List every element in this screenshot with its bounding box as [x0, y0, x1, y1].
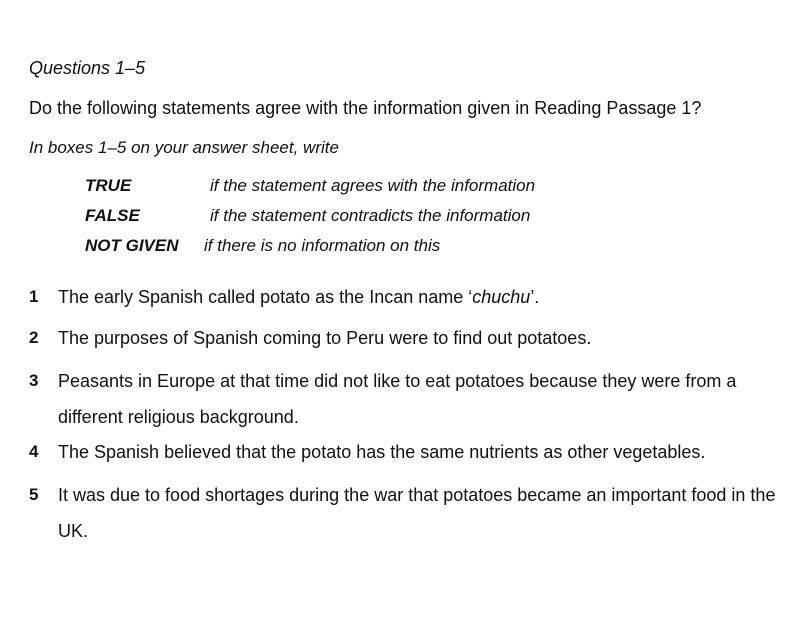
question-number: 4 — [29, 442, 39, 461]
key-term: TRUE — [85, 176, 132, 195]
key-term: FALSE — [85, 206, 140, 225]
instruction-text: Do the following statements agree with the information given in Reading Passage 1? — [29, 98, 702, 118]
key-description: if the statement contradicts the information — [210, 206, 531, 225]
question-number: 5 — [29, 485, 39, 504]
question-text: The Spanish believed that the potato has the same nutrients as other vegetables. — [58, 442, 706, 462]
key-term: NOT GIVEN — [85, 236, 179, 255]
question-text: The purposes of Spanish coming to Peru were to find out potatoes. — [58, 328, 592, 348]
italic-term: chuchu — [472, 287, 531, 307]
question-number: 2 — [29, 328, 39, 347]
section-heading: Questions 1–5 — [29, 58, 146, 78]
question-number: 1 — [29, 287, 39, 306]
key-description: if the statement agrees with the information — [210, 176, 536, 195]
question-text: Peasants in Europe at that time did not like to eat potatoes because they were from a different religious background. — [58, 371, 737, 427]
key-description: if there is no information on this — [204, 236, 441, 255]
question-text: The early Spanish called potato as the Incan name ‘chuchu’. — [58, 287, 540, 307]
answer-sheet-instruction: In boxes 1–5 on your answer sheet, write — [29, 138, 339, 157]
question-text: It was due to food shortages during the war that potatoes became an important food in the UK. — [58, 485, 776, 541]
question-number: 3 — [29, 371, 39, 390]
